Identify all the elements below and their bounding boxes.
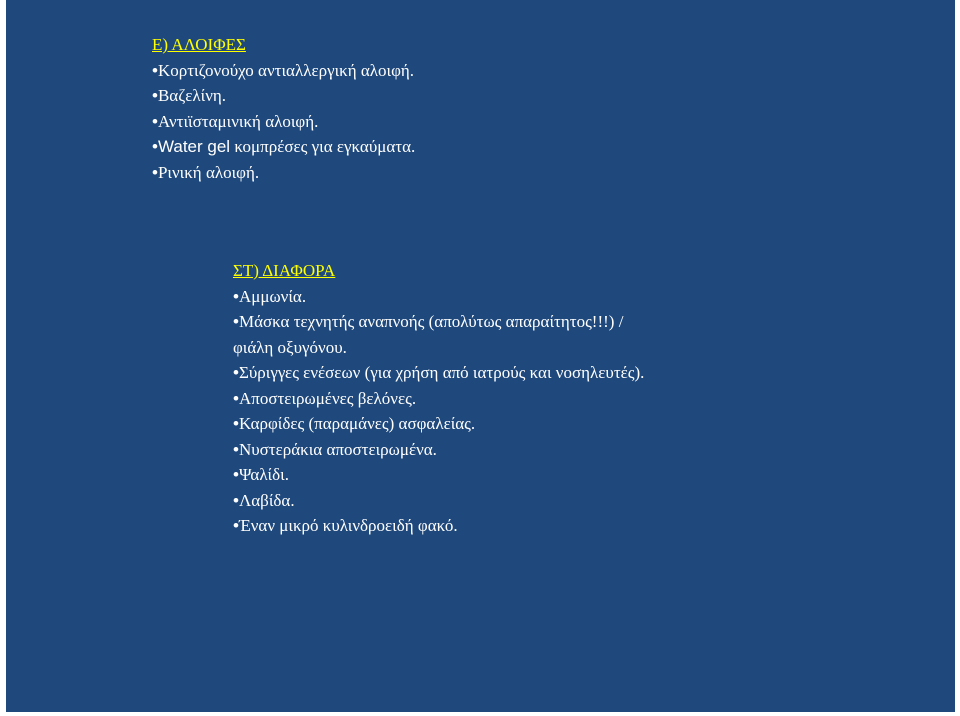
list-item: •Βαζελίνη. <box>152 86 227 105</box>
bullet-icon: • <box>152 60 158 80</box>
list-item: •Νυστεράκια αποστειρωμένα. <box>233 439 437 459</box>
bullet-icon: • <box>233 516 239 535</box>
list-item: •Ρινική αλοιφή. <box>152 162 260 182</box>
list-item: •Λαβίδα. <box>233 490 295 510</box>
list-item: •Έναν μικρό κυλινδροειδή φακό. <box>233 516 458 535</box>
bullet-icon: • <box>233 490 239 510</box>
bullet-icon: • <box>152 137 158 156</box>
bullet-icon: • <box>233 439 239 459</box>
list-item: •Σύριγγες ενέσεων (για χρήση από ιατρούς και νοσηλευτές). <box>233 363 645 382</box>
section-ointments <box>152 32 415 185</box>
list-item: •Αντιϊσταμινική αλοιφή. <box>152 111 319 131</box>
section-misc-title: ΣΤ) ΔΙΑΦΟΡΑ <box>233 261 336 280</box>
list-item: •Αμμωνία. <box>233 286 307 306</box>
bullet-icon: • <box>152 162 158 182</box>
bullet-icon: • <box>233 414 239 433</box>
bullet-icon: • <box>233 312 239 331</box>
bullet-icon: • <box>152 111 158 131</box>
list-item: •Καρφίδες (παραμάνες) ασφαλείας. <box>233 414 476 433</box>
list-item: •Ψαλίδι. <box>233 465 289 484</box>
bullet-icon: • <box>233 363 239 382</box>
list-item: •Κορτιζονούχο αντιαλλεργική αλοιφή. <box>152 60 415 80</box>
list-item: •Water gel κομπρέσες για εγκαύματα. <box>152 137 416 156</box>
list-item: •Μάσκα τεχνητής αναπνοής (απολύτως απαραίτητος!!!) / φιάλη οξυγόνου. <box>233 312 624 357</box>
slide <box>6 0 955 712</box>
bullet-icon: • <box>152 86 158 105</box>
section-ointments-title: Ε) ΑΛΟΙΦΕΣ <box>152 35 246 54</box>
bullet-icon: • <box>233 465 239 484</box>
bullet-icon: • <box>233 286 239 306</box>
list-item: •Αποστειρωμένες βελόνες. <box>233 388 417 408</box>
section-misc <box>233 258 653 539</box>
bullet-icon: • <box>233 388 239 408</box>
